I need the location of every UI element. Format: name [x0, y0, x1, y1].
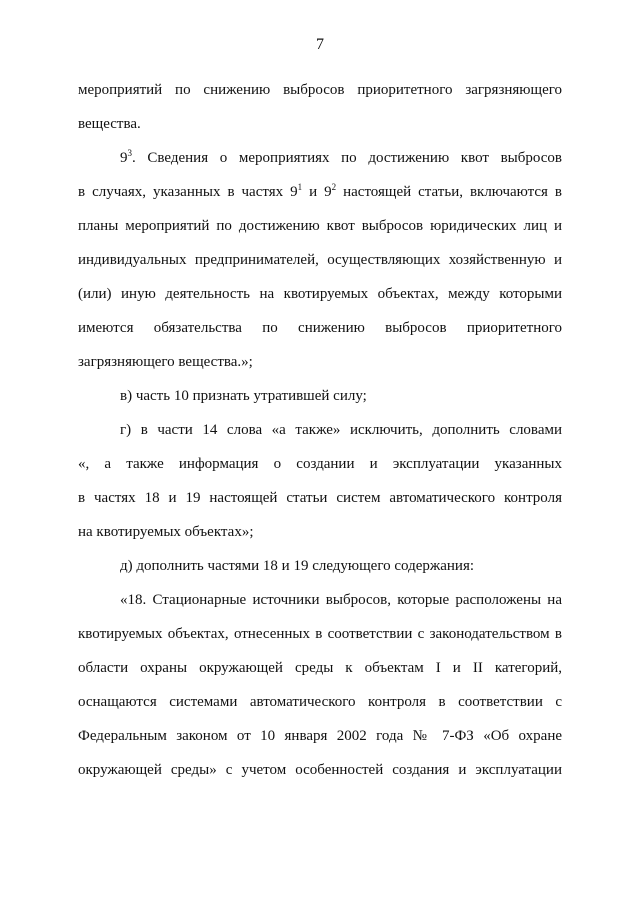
text-fragment: и 9: [302, 184, 332, 200]
text-line: загрязняющего вещества.»;: [78, 354, 253, 370]
text-line: на квотируемых объектах»;: [78, 524, 254, 540]
text-line: «, а также информация о создании и эксплуатации указанных: [78, 456, 562, 472]
text-line: планы мероприятий по достижению квот выбросов юридических лиц и: [78, 218, 562, 234]
text-line: вещества.: [78, 116, 141, 132]
text-line: в частях 18 и 19 настоящей статьи систем автоматического контроля: [78, 490, 562, 506]
item-g: г) в части 14 слова «а также» исключить, дополнить словами: [120, 422, 562, 438]
paragraph-18-start: «18. Стационарные источники выбросов, которые расположены на: [120, 592, 562, 608]
text-line: области охраны окружающей среды к объектам I и II категорий,: [78, 660, 562, 676]
text-fragment: в случаях, указанных в частях 9: [78, 184, 298, 200]
document-body: [78, 73, 562, 787]
text-line: индивидуальных предпринимателей, осуществляющих хозяйственную и: [78, 252, 562, 268]
text-line: (или) иную деятельность на квотируемых объектах, между которыми: [78, 286, 562, 302]
text-line: окружающей среды» с учетом особенностей создания и эксплуатации: [78, 762, 562, 778]
text-line: имеются обязательства по снижению выбросов приоритетного: [78, 320, 562, 336]
text-fragment: 9: [120, 150, 128, 166]
text-fragment: . Сведения о мероприятиях по достижению квот выбросов: [132, 150, 562, 166]
text-line-with-superscripts: [78, 175, 562, 209]
text-line: мероприятий по снижению выбросов приоритетного загрязняющего: [78, 82, 562, 98]
superscript: 3: [127, 148, 132, 158]
item-v: в) часть 10 признать утратившей силу;: [120, 388, 367, 404]
text-line: оснащаются системами автоматического контроля в соответствии с: [78, 694, 562, 710]
text-line: квотируемых объектах, отнесенных в соответствии с законодательством в: [78, 626, 562, 642]
text-fragment: настоящей статьи, включаются в: [336, 184, 562, 200]
item-d: д) дополнить частями 18 и 19 следующего содержания:: [120, 558, 475, 574]
page-number: 7: [316, 36, 324, 53]
superscript: 1: [297, 182, 303, 192]
text-line: Федеральным законом от 10 января 2002 года № 7-ФЗ «Об охране: [78, 728, 562, 744]
paragraph-9-3-start: [78, 141, 562, 175]
superscript: 2: [331, 182, 337, 192]
